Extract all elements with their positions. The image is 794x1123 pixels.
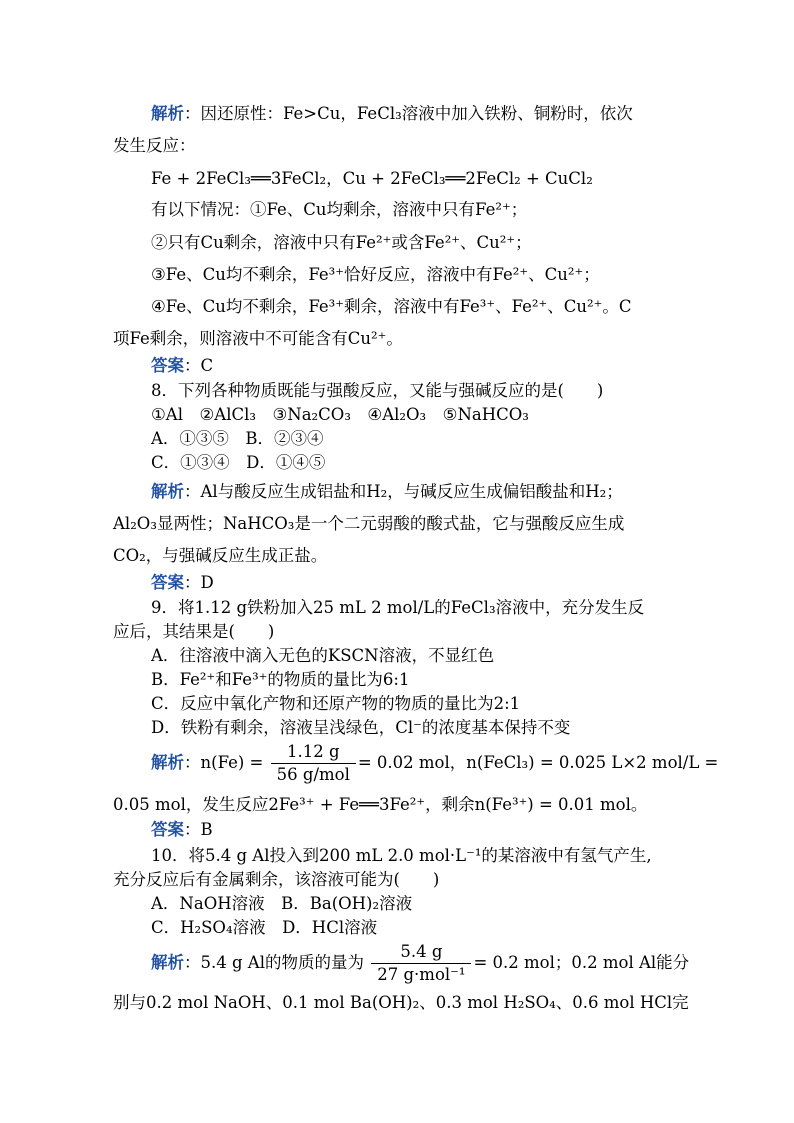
fraction-numerator: 1.12 g [271, 741, 356, 764]
fraction [271, 741, 356, 786]
answer-label: 答案 [151, 820, 184, 839]
q9-analysis-line-2: 0.05 mol，发生反应2Fe³⁺ + Fe══3Fe²⁺，剩余n(Fe³⁺) = 0.01 mol。 [113, 795, 648, 814]
q10-analysis-calc: 解析：5.4 g Al的物质的量为 $\frac{5.4 g}{\text{27 g·mol⁻¹}}$ = 0.2 mol；0.2 mol Al能分 [151, 942, 690, 984]
analysis-label: 解析 [151, 482, 184, 501]
analysis-label: 解析 [151, 104, 184, 123]
q10-stem-line-1: 10．将5.4 g Al投入到200 mL 2.0 mol·L⁻¹的某溶液中有氢气产生, [151, 846, 652, 865]
q8-analysis-line-2: Al₂O₃显两性；NaHCO₃是一个二元弱酸的酸式盐，它与强酸反应生成 [113, 514, 625, 533]
fraction-denominator: 27 g·mol⁻¹ [377, 965, 466, 984]
analysis-label: 解析 [151, 953, 184, 972]
q7-case-4: ④Fe、Cu均不剩余，Fe³⁺剩余，溶液中有Fe³⁺、Fe²⁺、Cu²⁺。C [151, 297, 632, 316]
answer-label: 答案 [151, 356, 184, 375]
q7-analysis-line-1: 解析：因还原性：Fe>Cu，FeCl₃溶液中加入铁粉、铜粉时，依次 [151, 104, 633, 123]
q8-analysis-line-3: CO₂，与强碱反应生成正盐。 [113, 546, 328, 565]
q8-options-ab: A．①③⑤ B．②③④ [151, 429, 324, 448]
q10-options-ab: A．NaOH溶液 B．Ba(OH)₂溶液 [151, 894, 413, 913]
q7-case-2: ②只有Cu剩余，溶液中只有Fe²⁺或含Fe²⁺、Cu²⁺； [151, 233, 532, 252]
q9-option-c: C．反应中氧化产物和还原产物的物质的量比为2:1 [151, 694, 521, 713]
q10-stem-line-2: 充分反应后有金属剩余，该溶液可能为( ) [113, 870, 440, 889]
answer-label: 答案 [151, 573, 184, 592]
q8-analysis-line-1: 解析：Al与酸反应生成铝盐和H₂，与碱反应生成偏铝酸盐和H₂； [151, 482, 623, 501]
q7-analysis-line-2: 发生反应： [113, 136, 196, 155]
q10-analysis-line-2: 别与0.2 mol NaOH、0.1 mol Ba(OH)₂、0.3 mol H₂SO₄、0.6 mol HCl完 [113, 993, 689, 1012]
q10-options-cd: C．H₂SO₄溶液 D．HCl溶液 [151, 918, 378, 937]
q8-stem: 8．下列各种物质既能与强酸反应，又能与强碱反应的是( ) [151, 381, 604, 400]
q7-case-1: 有以下情况：①Fe、Cu均剩余，溶液中只有Fe²⁺； [151, 200, 528, 219]
q9-stem-line-2: 应后，其结果是( ) [113, 622, 275, 641]
analysis-label: 解析 [151, 753, 184, 772]
fraction [371, 941, 471, 986]
q9-answer: 答案：B [151, 820, 213, 839]
q8-options-cd: C．①③④ D．①④⑤ [151, 453, 326, 472]
fraction-denominator: 56 g/mol [276, 765, 350, 784]
q9-analysis-calc: 解析：n(Fe) = $\frac{1.12 g}{\text{56 g/mol}}$ = 0.02 mol，n(FeCl₃) = 0.025 L×2 mol/L = [151, 742, 719, 784]
fraction-numerator: 5.4 g [371, 941, 471, 964]
q7-case-4-cont: 项Fe剩余，则溶液中不可能含有Cu²⁺。 [113, 329, 403, 348]
q9-option-a: A．往溶液中滴入无色的KSCN溶液，不显红色 [151, 646, 495, 665]
q9-option-b: B．Fe²⁺和Fe³⁺的物质的量比为6:1 [151, 670, 410, 689]
q7-equation: Fe + 2FeCl₃══3FeCl₂，Cu + 2FeCl₃══2FeCl₂ + CuCl₂ [151, 169, 593, 188]
q8-items: ①Al ②AlCl₃ ③Na₂CO₃ ④Al₂O₃ ⑤NaHCO₃ [151, 405, 529, 424]
q8-answer: 答案：D [151, 573, 214, 592]
q7-answer: 答案：C [151, 356, 214, 375]
q7-case-3: ③Fe、Cu均不剩余，Fe³⁺恰好反应，溶液中有Fe²⁺、Cu²⁺； [151, 265, 600, 284]
q9-option-d: D．铁粉有剩余，溶液呈浅绿色，Cl⁻的浓度基本保持不变 [151, 718, 571, 737]
q9-stem-line-1: 9．将1.12 g铁粉加入25 mL 2 mol/L的FeCl₃溶液中，充分发生反 [151, 598, 645, 617]
